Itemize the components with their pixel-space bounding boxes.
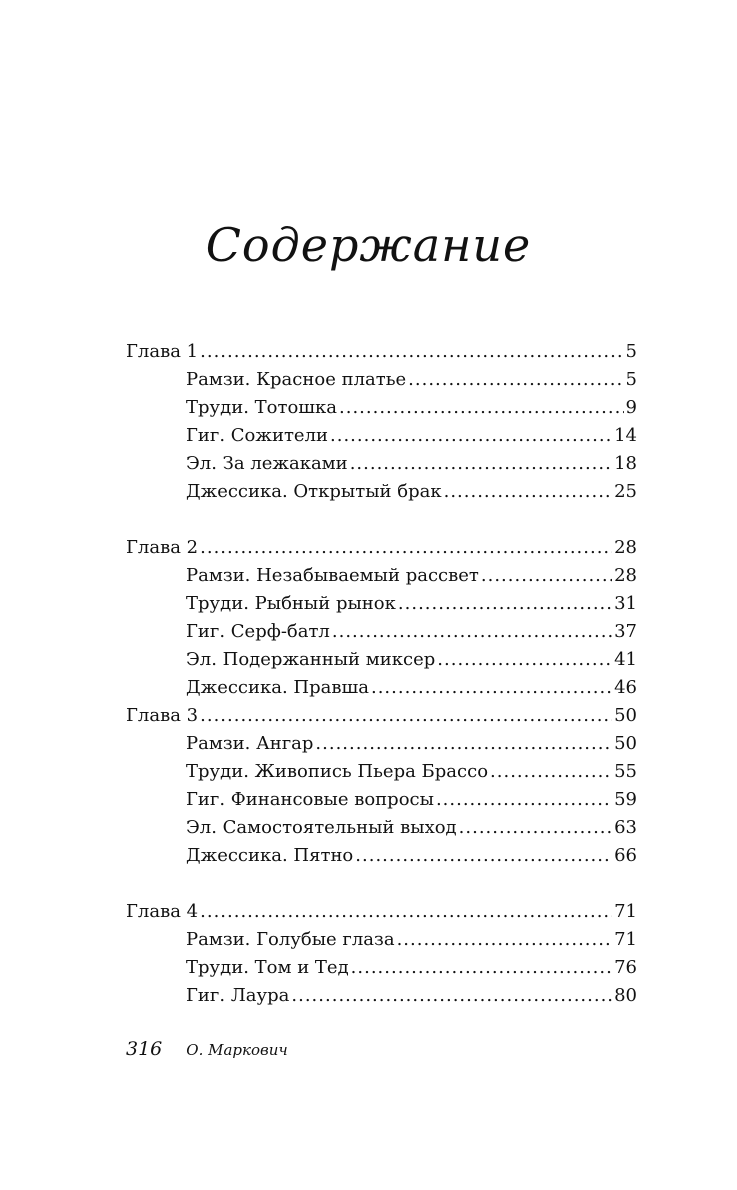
toc-entry-label: Глава 3 [126,705,199,726]
toc-section-entry [126,422,637,450]
toc-entry-page: 28 [614,537,637,558]
dot-leader [481,562,612,590]
toc-entry-page: 66 [614,845,637,866]
toc-section-entry [126,814,637,842]
dot-leader [200,338,623,366]
toc-entry-label: Рамзи. Голубые глаза [186,929,395,950]
toc-entry-page: 5 [625,341,637,362]
author-name: О. Маркович [186,1041,288,1059]
toc-entry-page: 71 [614,901,637,922]
toc-entry-label: Эл. Самостоятельный выход [186,817,457,838]
toc-entry-label: Гиг. Сожители [186,425,328,446]
dot-leader [200,702,612,730]
toc-entry-page: 14 [614,425,637,446]
toc-entry-page: 71 [614,929,637,950]
section-gap [126,506,637,534]
toc-entry-page: 59 [614,789,637,810]
dot-leader [355,842,612,870]
toc-section-entry [126,926,637,954]
toc-section-entry [126,590,637,618]
toc-entry-label: Гиг. Финансовые вопросы [186,789,434,810]
toc-entry-label: Труди. Том и Тед [186,957,349,978]
dot-leader [315,730,612,758]
page-title: Содержание [205,218,532,272]
dot-leader [350,450,612,478]
toc-entry-page: 63 [614,817,637,838]
toc-entry-page: 18 [614,453,637,474]
toc-section-entry [126,450,637,478]
toc-entry-label: Труди. Рыбный рынок [186,593,396,614]
toc-entry-label: Труди. Тотошка [186,397,337,418]
toc-entry-label: Гиг. Серф-батл [186,621,330,642]
dot-leader [332,618,612,646]
toc-section-entry [126,786,637,814]
toc-entry-page: 46 [614,677,637,698]
toc-section-entry [126,562,637,590]
toc-entry-page: 25 [614,481,637,502]
toc-entry-label: Джессика. Пятно [186,845,354,866]
dot-leader [371,674,612,702]
toc-section-entry [126,394,637,422]
dot-leader [351,954,612,982]
toc-entry-label: Труди. Живопись Пьера Брассо [186,761,489,782]
dot-leader [339,394,624,422]
toc-entry-label: Джессика. Правша [186,677,369,698]
dot-leader [291,982,612,1010]
toc-entry-page: 50 [614,705,637,726]
toc-entry-page: 28 [614,565,637,586]
toc-entry-page: 5 [625,369,637,390]
toc-entry-page: 80 [614,985,637,1006]
toc-entry-label: Рамзи. Красное платье [186,369,407,390]
toc-section-entry [126,478,637,506]
dot-leader [490,758,612,786]
toc-section-entry [126,758,637,786]
toc-chapter-entry [126,534,637,562]
toc-chapter-entry [126,898,637,926]
toc-entry-label: Глава 2 [126,537,199,558]
toc-section-entry [126,842,637,870]
toc-chapter-entry [126,338,637,366]
toc-entry-page: 37 [614,621,637,642]
toc-entry-label: Рамзи. Ангар [186,733,314,754]
toc-entry-label: Глава 4 [126,901,199,922]
toc-section-entry [126,982,637,1010]
toc-entry-label: Эл. За лежаками [186,453,348,474]
dot-leader [436,786,612,814]
dot-leader [398,590,612,618]
dot-leader [408,366,623,394]
toc-entry-page: 31 [614,593,637,614]
toc-section-entry [126,618,637,646]
section-gap [126,870,637,898]
toc-section-entry [126,730,637,758]
dot-leader [437,646,612,674]
toc-entry-page: 9 [625,397,637,418]
toc-entry-label: Глава 1 [126,341,199,362]
toc-section-entry [126,366,637,394]
toc-entry-label: Гиг. Лаура [186,985,290,1006]
toc-entry-page: 55 [614,761,637,782]
toc-section-entry [126,954,637,982]
dot-leader [444,478,613,506]
toc-entry-label: Джессика. Открытый брак [186,481,442,502]
page-number: 316 [126,1038,163,1060]
dot-leader [330,422,612,450]
page-footer [126,1038,288,1060]
dot-leader [200,534,612,562]
dot-leader [459,814,612,842]
dot-leader [397,926,613,954]
toc-entry-page: 41 [614,649,637,670]
toc-chapter-entry [126,702,637,730]
toc-entry-page: 50 [614,733,637,754]
toc-section-entry [126,646,637,674]
toc-entry-label: Рамзи. Незабываемый рассвет [186,565,479,586]
toc-section-entry [126,674,637,702]
toc-entry-page: 76 [614,957,637,978]
dot-leader [200,898,612,926]
table-of-contents [126,338,637,1010]
toc-entry-label: Эл. Подержанный миксер [186,649,436,670]
